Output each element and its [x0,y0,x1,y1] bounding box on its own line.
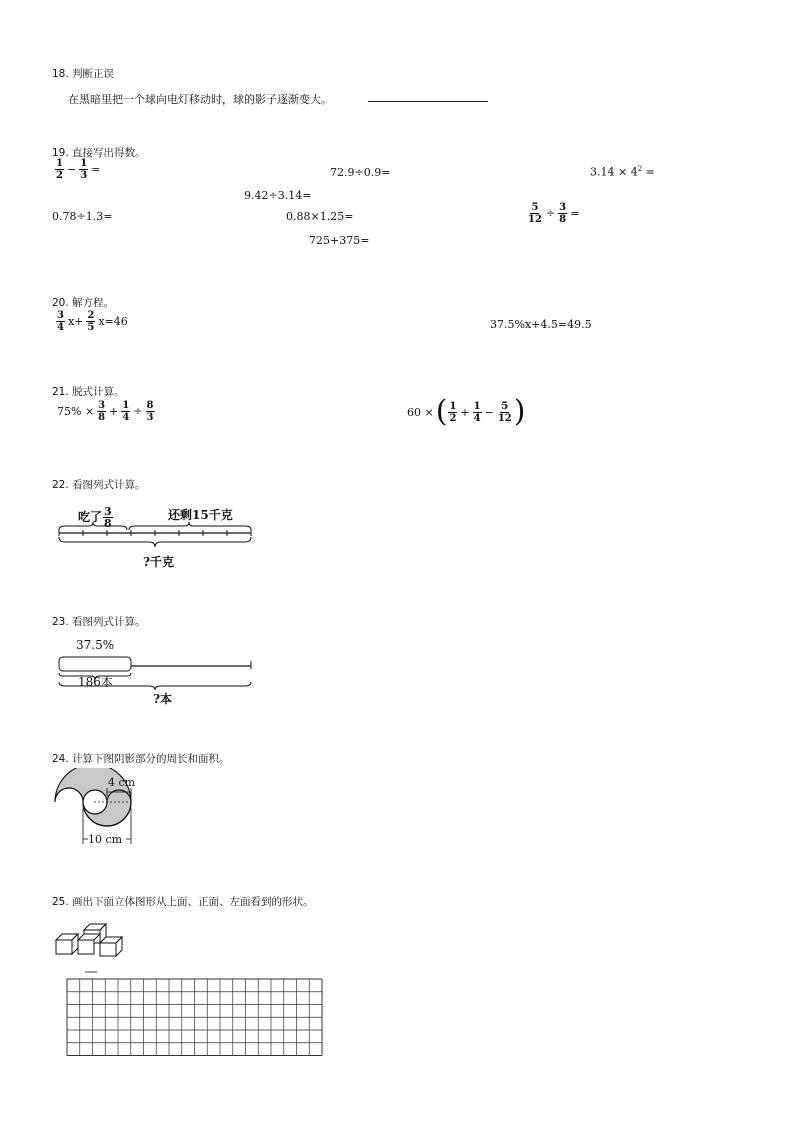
frac-den: 8 [559,214,567,225]
q19-expr-5: 0.78÷1.3= [52,210,113,223]
q21-expression-2 [405,394,526,429]
frac-num: 1 [80,158,88,169]
operator: − [66,163,77,176]
frac-num: 3 [559,202,567,213]
q20-equation-2: 37.5%x+4.5=49.5 [490,318,592,331]
equals: = [570,207,580,220]
frac-num: 5 [501,400,509,412]
frac-den: 4 [122,412,130,423]
left-paren: ( [435,394,448,429]
operator: ÷ [545,207,556,220]
cube-front-face [56,940,72,954]
eaten-text: 吃了 [78,510,103,524]
q18-title: 18. 判断正误 [52,68,115,80]
cube-front-face [100,943,116,956]
frac-num: 3 [104,505,112,518]
q22-title: 22. 看图列式计算。 [52,479,146,491]
frac-den: 3 [80,170,88,181]
frac-den: 8 [98,412,106,423]
q25-title: 25. 画出下面立体图形从上面、正面、左面看到的形状。 [52,896,314,908]
expr-lead: 75% × [57,405,95,418]
q22-remain-label: 还剩15千克 [168,508,233,522]
q23-title: 23. 看图列式计算。 [52,616,146,628]
frac-num: 1 [473,400,481,412]
expr-exponent: 2 [637,165,643,173]
q19-expr-8: 725+375= [309,234,370,247]
expr-lead: 60 × [407,405,434,419]
q25-cube-figure [54,920,124,960]
frac-den: 12 [528,214,542,225]
q19-expr-1 [54,158,102,181]
total-brace [59,537,251,547]
frac-den: 5 [87,322,95,333]
q18-answer-line[interactable] [368,100,488,102]
equals: = [642,165,655,179]
q24-small-label: 4 cm [108,776,136,789]
frac-den: 8 [104,517,112,530]
frac-num: 1 [449,400,457,412]
frac-den: 3 [146,412,154,423]
q19-expr-7 [526,202,581,225]
q19-title: 19. 直接写出得数。 [52,147,146,159]
equals: = [91,163,101,176]
q18-statement: 在黑暗里把一个球向电灯移动时，球的影子逐渐变大。 [68,93,332,106]
frac-num: 5 [531,202,539,213]
frac-den: 2 [449,412,457,424]
frac-num: 1 [56,158,63,169]
frac-num: 8 [146,400,154,411]
operator: + [109,405,119,418]
frac-num: 1 [122,400,130,411]
q22-total-label: ?千克 [143,555,175,569]
frac-den: 4 [57,322,64,333]
q19-expr-6: 0.88×1.25= [286,210,354,223]
q24-title: 24. 计算下图阴影部分的周长和面积。 [52,753,230,765]
frac-den: 4 [473,412,481,424]
q23-percent-label: 37.5% [76,638,115,652]
operator: − [484,405,494,419]
cube-front-face [78,940,94,954]
equation-mid: x+ [67,315,84,328]
q21-title: 21. 脱式计算。 [52,386,125,398]
q23-part-label: 186本 [78,675,113,689]
q21-expression-1 [55,400,156,423]
q25-small-dash [84,970,98,974]
q24-large-label: 10 cm [88,833,123,846]
q25-drawing-grid[interactable] [66,978,324,1056]
frac-num: 2 [87,310,95,321]
frac-num: 3 [98,400,106,411]
frac-num: 3 [57,310,64,321]
eaten-brace [59,522,127,530]
operator: ÷ [133,405,143,418]
operator: + [460,405,470,419]
q23-total-label: ?本 [153,692,173,706]
frac-den: 12 [497,412,512,424]
q19-expr-3 [590,165,655,179]
frac-den: 2 [56,170,63,181]
remain-brace [129,522,251,530]
q19-expr-2: 72.9÷0.9= [330,166,391,179]
q20-equation-1 [55,310,130,333]
q19-expr-4: 9.42÷3.14= [244,189,312,202]
percent-part-box [59,657,131,671]
equation-tail: x=46 [98,315,128,328]
expr-base: 3.14 × 4 [590,165,638,179]
q20-title: 20. 解方程。 [52,297,115,309]
right-paren: ) [513,394,526,429]
